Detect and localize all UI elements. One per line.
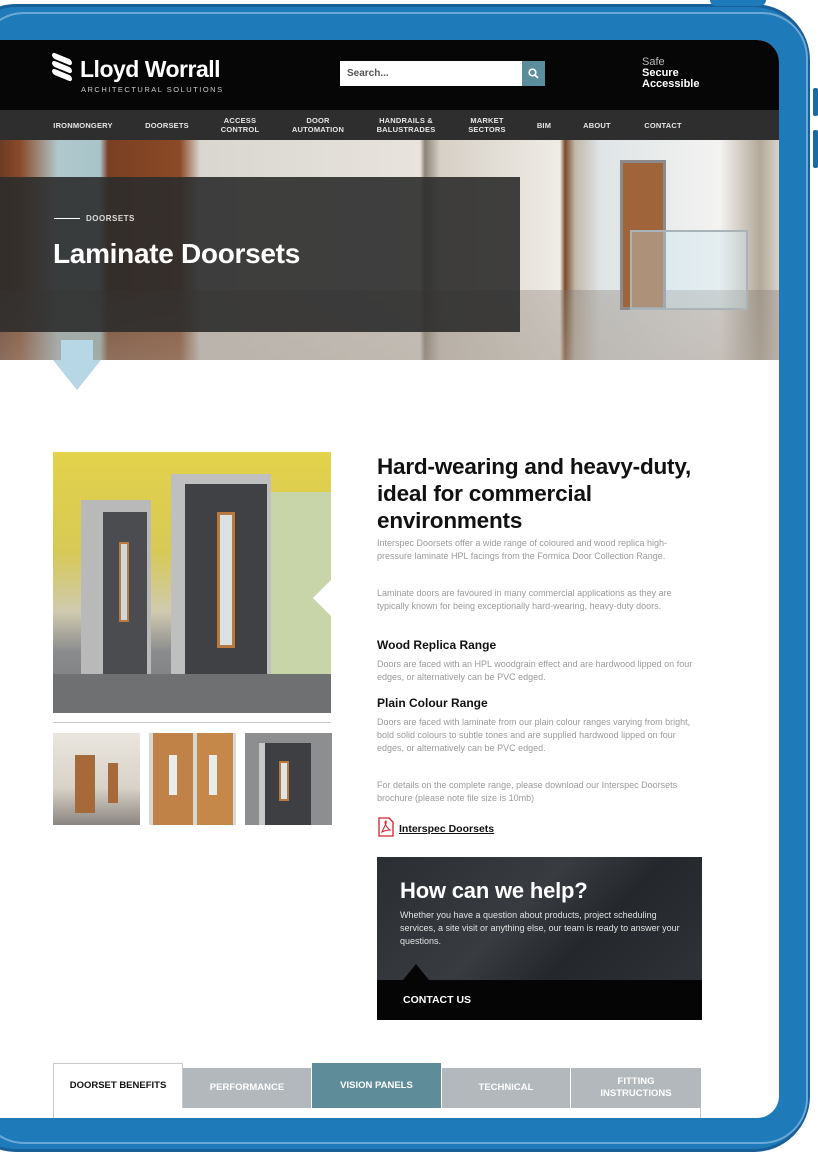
brand-name: Lloyd Worrall (80, 56, 221, 82)
intro-paragraph: Interspec Doorsets offer a wide range of coloured and wood replica high-pressure laminate HPL facings from the Formica Door Collection Range. (377, 538, 668, 561)
nav-item-door-automation[interactable]: DOOR AUTOMATION (291, 116, 345, 134)
search-box (340, 61, 545, 86)
screen (0, 40, 779, 1118)
help-pointer (403, 964, 429, 980)
breadcrumb[interactable]: DOORSETS (86, 214, 135, 223)
product-main-image[interactable] (53, 452, 331, 713)
slogan-line: Accessible (642, 78, 700, 90)
brand-tagline: ARCHITECTURAL SOLUTIONS (81, 85, 224, 94)
tab-panel (53, 1108, 701, 1118)
plain-colour-heading: Plain Colour Range (377, 696, 488, 710)
nav-item-about[interactable]: ABOUT (583, 120, 611, 130)
nav-item-market-sectors[interactable]: MARKET SECTORS (468, 116, 506, 134)
brochure-download-link[interactable]: Interspec Doorsets (399, 823, 495, 835)
details-text: For details on the complete range, please download our Interspec Doorsets brochure (please note file size is 10mb) (377, 780, 678, 803)
pdf-icon (377, 817, 395, 837)
search-input[interactable] (340, 61, 522, 86)
nav-item-bim[interactable]: BIM (536, 120, 552, 130)
logo-mark-icon (52, 54, 76, 82)
slogan (642, 57, 699, 90)
content-heading: Hard-wearing and heavy-duty, ideal for commercial environments (377, 454, 692, 533)
help-title: How can we help? (400, 878, 588, 903)
device-side-button (813, 88, 818, 116)
hero-balustrade-photo (630, 230, 748, 310)
tab-doorset-benefits[interactable]: DOORSET BENEFITS (53, 1063, 183, 1108)
hero-overlay (0, 177, 520, 332)
nav-item-access-control[interactable]: ACCESS CONTROL (220, 116, 260, 134)
gallery-thumbnail[interactable] (245, 733, 332, 825)
wood-replica-heading: Wood Replica Range (377, 638, 497, 652)
breadcrumb-divider (54, 218, 80, 219)
hero-glass-panel (61, 340, 93, 360)
tab-vision-panels[interactable]: VISION PANELS (312, 1063, 441, 1108)
contact-us-button[interactable]: CONTACT US (403, 994, 472, 1006)
slogan-line: Safe (642, 56, 665, 68)
wood-replica-text: Doors are faced with an HPL woodgrain effect and are hardwood lipped on four edges, or alternatively can be PVC edged. (377, 659, 693, 682)
nav-item-doorsets[interactable]: DOORSETS (145, 120, 189, 130)
nav-item-handrails[interactable]: HANDRAILS & BALUSTRADES (376, 116, 436, 134)
help-card (377, 857, 702, 1020)
intro-paragraph: Laminate doors are favoured in many commercial applications as they are typically known for being exceptionally hard-wearing, heavy-duty doors. (377, 588, 672, 611)
nav-item-ironmongery[interactable]: IRONMONGERY (53, 120, 113, 130)
nav-item-contact[interactable]: CONTACT (644, 120, 682, 130)
gallery-pointer (313, 580, 331, 616)
plain-colour-text: Doors are faced with laminate from our plain colour ranges varying from bright, bold solid colours to subtle tones and are supplied hardwood lipped on four edges, or alternatively can be PVC edged. (377, 717, 691, 753)
search-icon (528, 68, 539, 79)
gallery-thumbnail[interactable] (53, 733, 140, 825)
device-side-button (813, 130, 818, 168)
gallery-divider (53, 722, 331, 723)
device-top-button (710, 0, 766, 6)
hero-pointer (53, 360, 101, 390)
page-title: Laminate Doorsets (53, 238, 300, 269)
hero-banner (0, 140, 779, 360)
slogan-line: Secure (642, 67, 679, 79)
tab-performance[interactable]: PERFORMANCE (183, 1068, 311, 1108)
site-header (0, 40, 779, 110)
main-nav (0, 110, 779, 140)
tab-fitting-instructions[interactable]: FITTING INSTRUCTIONS (571, 1068, 701, 1108)
gallery-thumbnail[interactable] (149, 733, 236, 825)
search-button[interactable] (522, 61, 545, 86)
tab-technical[interactable]: TECHNICAL (442, 1068, 570, 1108)
help-text: Whether you have a question about products, project scheduling services, a site visit or anything else, our team is ready to answer your questions. (400, 910, 680, 946)
